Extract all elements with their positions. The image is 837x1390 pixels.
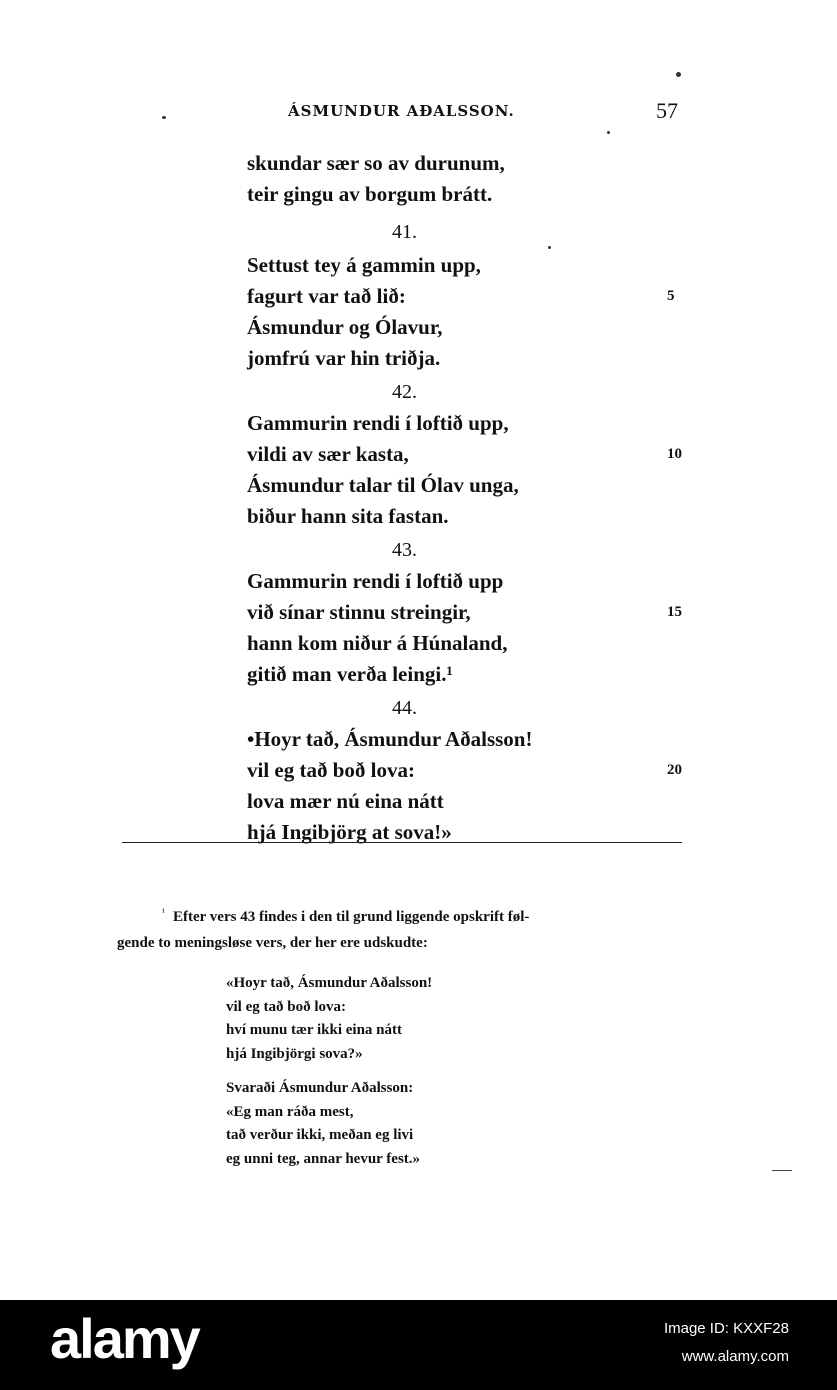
poem-block bbox=[247, 148, 697, 848]
poem-line-text: vil eg tað boð lova: bbox=[247, 758, 415, 782]
poem-line-text: skundar sær so av durunum, bbox=[247, 151, 505, 175]
poem-line-text: Ásmundur og Ólavur, bbox=[247, 315, 443, 339]
poem-line bbox=[247, 628, 697, 659]
footnote-rule bbox=[122, 842, 682, 843]
line-number: 5 bbox=[667, 288, 675, 304]
footnote-verse-line: vil eg tað boð lova: bbox=[226, 998, 346, 1015]
running-title: ÁSMUNDUR AÐALSSON. bbox=[288, 102, 515, 120]
poem-line bbox=[247, 343, 697, 374]
poem-line-text: gitið man verða leingi.¹ bbox=[247, 662, 453, 686]
footnote-verse-2 bbox=[226, 1077, 707, 1171]
poem-line bbox=[247, 470, 697, 501]
poem-line bbox=[247, 148, 697, 179]
footnote-verse-line: «Hoyr tað, Ásmundur Aðalsson! bbox=[226, 975, 433, 991]
footnote-text bbox=[162, 900, 707, 930]
poem-line-text: Ásmundur talar til Ólav unga, bbox=[247, 473, 519, 497]
footnote-verse-line: «Eg man ráða mest, bbox=[226, 1103, 354, 1120]
poem-line bbox=[247, 755, 697, 786]
watermark-banner bbox=[0, 1300, 837, 1390]
footnote-text-line-2: gende to meningsløse vers, der her ere udskudte: bbox=[117, 935, 428, 951]
page-header bbox=[0, 98, 837, 132]
poem-line bbox=[247, 597, 697, 628]
poem-line-text: biður hann sita fastan. bbox=[247, 504, 449, 528]
poem-line bbox=[247, 659, 697, 690]
poem-line bbox=[247, 250, 697, 281]
poem-line-text: hjá Ingibjörg at sova!» bbox=[247, 820, 452, 844]
poem-line bbox=[247, 439, 697, 470]
footnote-verse-line: hjá Ingibjörgi sova?» bbox=[226, 1045, 363, 1062]
poem-line-text: •Hoyr tað, Ásmundur Aðalsson! bbox=[247, 727, 533, 751]
poem-line bbox=[247, 724, 697, 755]
poem-line-text: fagurt var tað lið: bbox=[247, 284, 406, 308]
poem-line-text: hann kom niður á Húnaland, bbox=[247, 631, 508, 655]
poem-line bbox=[247, 501, 697, 532]
poem-line bbox=[247, 281, 697, 312]
poem-line bbox=[247, 786, 697, 817]
poem-line-text: við sínar stinnu streingir, bbox=[247, 600, 471, 624]
footnote-text-line-1: Efter vers 43 findes i den til grund liggende opskrift føl- bbox=[173, 909, 530, 925]
poem-line-text: Gammurin rendi í loftið upp bbox=[247, 569, 504, 593]
poem-line bbox=[247, 179, 697, 210]
ink-speck bbox=[162, 116, 166, 119]
stanza-number: 42. bbox=[392, 381, 417, 403]
page-number: 57 bbox=[656, 98, 678, 123]
alamy-logo: alamy bbox=[50, 1307, 199, 1370]
footnote-marker: ¹ bbox=[162, 907, 165, 918]
footnote-verse-line: hví munu tær ikki eina nátt bbox=[226, 1022, 403, 1038]
line-number: 10 bbox=[667, 446, 682, 462]
footnote-verse-line: eg unni teg, annar hevur fest.» bbox=[226, 1150, 421, 1167]
ink-speck bbox=[676, 72, 681, 77]
footnote-verse-line: Svaraði Ásmundur Aðalsson: bbox=[226, 1080, 414, 1096]
stanza-number: 43. bbox=[392, 539, 417, 561]
poem-line-text: lova mær nú eina nátt bbox=[247, 789, 444, 813]
line-number: 20 bbox=[667, 762, 682, 778]
poem-line bbox=[247, 566, 697, 597]
image-id: Image ID: KXXF28 bbox=[663, 1320, 789, 1337]
poem-line-text: vildi av sær kasta, bbox=[247, 442, 409, 466]
poem-line-text: Gammurin rendi í loftið upp, bbox=[247, 411, 509, 435]
ink-speck bbox=[548, 246, 551, 249]
poem-line bbox=[247, 408, 697, 439]
edge-mark bbox=[772, 1170, 792, 1171]
footnote-verse-1 bbox=[226, 972, 707, 1066]
footnote-verse-line: tað verður ikki, meðan eg livi bbox=[226, 1127, 414, 1143]
line-number: 15 bbox=[667, 604, 682, 620]
poem-line-text: teir gingu av borgum brátt. bbox=[247, 182, 493, 206]
stanza-number: 41. bbox=[392, 221, 417, 243]
stanza-number: 44. bbox=[392, 697, 417, 719]
ink-speck bbox=[607, 131, 610, 134]
poem-line bbox=[247, 817, 697, 848]
footnote bbox=[117, 900, 707, 1171]
poem-line bbox=[247, 312, 697, 343]
site-url: www.alamy.com bbox=[681, 1348, 789, 1365]
poem-line-text: jomfrú var hin triðja. bbox=[247, 346, 441, 370]
poem-line-text: Settust tey á gammin upp, bbox=[247, 253, 481, 277]
